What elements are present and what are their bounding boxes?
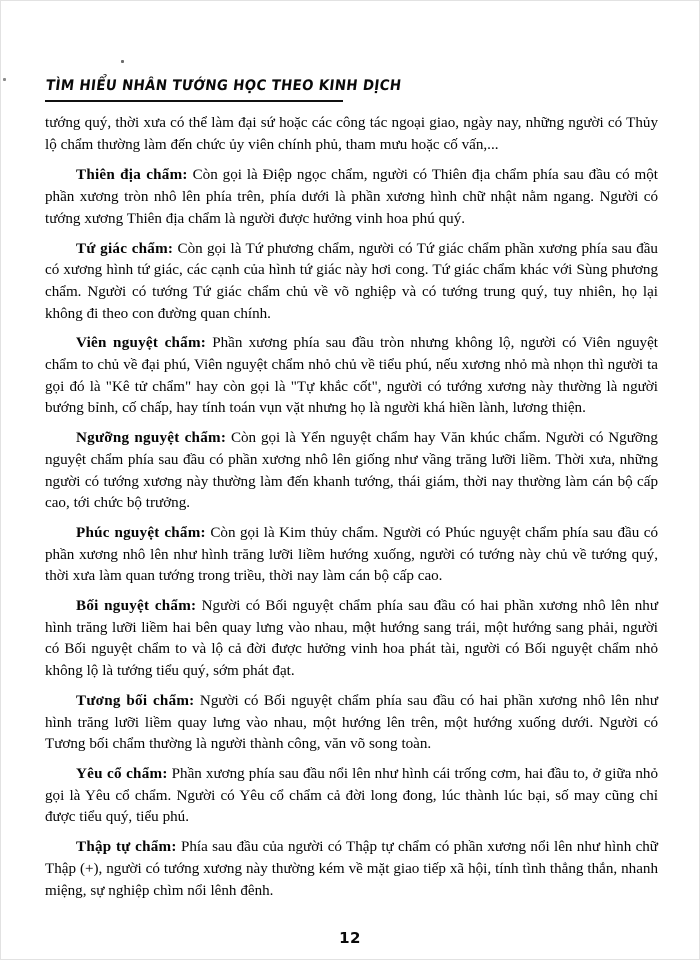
- running-head-text: TÌM HIỂU NHÂN TƯỚNG HỌC THEO KINH DỊCH: [44, 78, 403, 94]
- paragraph-lead-in: Phúc nguyệt chẩm:: [76, 524, 206, 541]
- paragraph-thap-tu-cham: [45, 837, 658, 902]
- paragraph-lead-in: Tương bối chẩm:: [76, 692, 195, 709]
- scan-speck-icon: [121, 60, 124, 63]
- paragraph-text: Phần xương phía sau đầu tròn nhưng không lộ, người có Viên nguyệt chẩm to chủ về đại phú, Viên nguyệt chẩm nhỏ chủ về tiểu phú, nếu xương nhỏ mà nhọn thì người ta gọi đó là "Kê tử chẩm" hay còn gọi là "Tự khắc cốt", người có tướng xương này thường là người bướng bỉnh, cố chấp, hay tính toán vụn vặt nhưng họ là người khá hiền lành, lương thiện.: [45, 335, 658, 417]
- paragraph-text: Còn gọi là Tứ phương chẩm, người có Tứ giác chẩm phần xương phía sau đầu có xương hình tứ giác, các cạnh của hình tứ giác này hơi cong. Tứ giác chẩm khác với Sùng phương chẩm. Người có tướng Tứ giác chẩm chủ về võ nghiệp và có tướng trung quý, tuy nhiên, họ lại không đi theo con đường quan chính.: [45, 240, 658, 322]
- paragraph-text: Phần xương phía sau đầu nổi lên như hình cái trống cơm, hai đầu to, ở giữa nhỏ gọi là Yêu cổ chẩm. Người có Yêu cổ chẩm cả đời long đong, lúc thành lúc bại, số may cũng chỉ được tiểu quý, tiểu phú.: [45, 765, 658, 826]
- paragraph-nguong-nguyet-cham: [45, 428, 658, 515]
- paragraph-lead-in: Viên nguyệt chẩm:: [76, 335, 207, 352]
- paragraph-text: Còn gọi là Yển nguyệt chẩm hay Văn khúc chẩm. Người có Ngưỡng nguyệt chẩm phía sau đầu có phần xương nhô lên giống như vầng trăng lưỡi liềm. Thời xưa, những người có tướng xương này thường làm đến khanh tướng, thái giám, thời nay thường làm cán bộ cấp cao, tới chức bộ trưởng.: [45, 430, 658, 512]
- paragraph-text: tướng quý, thời xưa có thể làm đại sứ hoặc các công tác ngoại giao, ngày nay, những người có Thủy lộ chẩm thường làm đến chức ủy viên chính phủ, tham mưu hoặc cố vấn,...: [45, 115, 658, 153]
- paragraph-lead-in: Yêu cổ chẩm:: [76, 765, 168, 782]
- paragraph-tu-giac-cham: [45, 239, 658, 326]
- paragraph-lead-in: Bối nguyệt chẩm:: [76, 598, 197, 615]
- page-number: 12: [339, 929, 361, 947]
- paragraph-yeu-co-cham: [45, 764, 658, 829]
- paragraph-text: Còn gọi là Điệp ngọc chẩm, người có Thiên địa chẩm phía sau đầu có một phần xương tròn nhô lên phía trên, phía dưới là phần xương hình chữ nhật nằm ngang. Người có tướng xương Thiên địa chẩm là người được hưởng vinh hoa phú quý.: [45, 167, 658, 227]
- paragraph-continuation: [45, 113, 658, 156]
- paragraph-phuc-nguyet-cham: [45, 523, 658, 588]
- paragraph-text: Phía sau đầu của người có Thập tự chẩm có phần xương nổi lên như hình chữ Thập (+), người có tướng xương này thường kém về mặt giao tiếp xã hội, tính tình thẳng thắn, nhanh miệng, sự nghiệp chìm nổi lênh đênh.: [45, 839, 658, 899]
- paragraph-tuong-boi-cham: [45, 691, 658, 756]
- running-head-rule: [45, 100, 343, 102]
- paragraph-lead-in: Thiên địa chẩm:: [76, 167, 188, 184]
- paragraph-text: Người có Bối nguyệt chẩm phía sau đầu có hai phần xương nhô lên như hình trăng lưỡi liềm quay lưng vào nhau, một hướng lên trên, một hướng xuống dưới. Người có Tương bối chẩm thường là người thành công, văn võ song toàn.: [45, 692, 659, 753]
- paragraph-boi-nguyet-cham: [45, 596, 658, 683]
- paragraph-lead-in: Thập tự chẩm:: [76, 839, 177, 856]
- paragraph-text: Người có Bối nguyệt chẩm phía sau đầu có hai phần xương nhô lên như hình trăng lưỡi liềm hai bên quay lưng vào nhau, một hướng sang trái, một hướng sang phải, người có Bối nguyệt chẩm to và lộ cả đời được hưởng vinh hoa phát tài, người có Bối nguyệt chẩm nhỏ không lộ là tướng tiểu quý, sớm phát đạt.: [45, 598, 659, 680]
- paragraph-text: Còn gọi là Kim thủy chẩm. Người có Phúc nguyệt chẩm phía sau đầu có phần xương nhô lên như hình trăng lưỡi liềm hướng xuống, người có tướng này chủ về tướng quý, thời xưa làm quan tướng trong triều, thời nay làm cán bộ cấp cao.: [45, 524, 658, 585]
- paragraph-vien-nguyet-cham: [45, 333, 658, 420]
- body-text-block: [45, 113, 658, 910]
- paragraph-thien-dia-cham: [45, 165, 658, 230]
- paragraph-lead-in: Tứ giác chẩm:: [76, 240, 174, 257]
- paragraph-lead-in: Ngưỡng nguyệt chẩm:: [76, 430, 227, 447]
- scan-speck-icon: [3, 78, 6, 81]
- running-head: [45, 77, 657, 95]
